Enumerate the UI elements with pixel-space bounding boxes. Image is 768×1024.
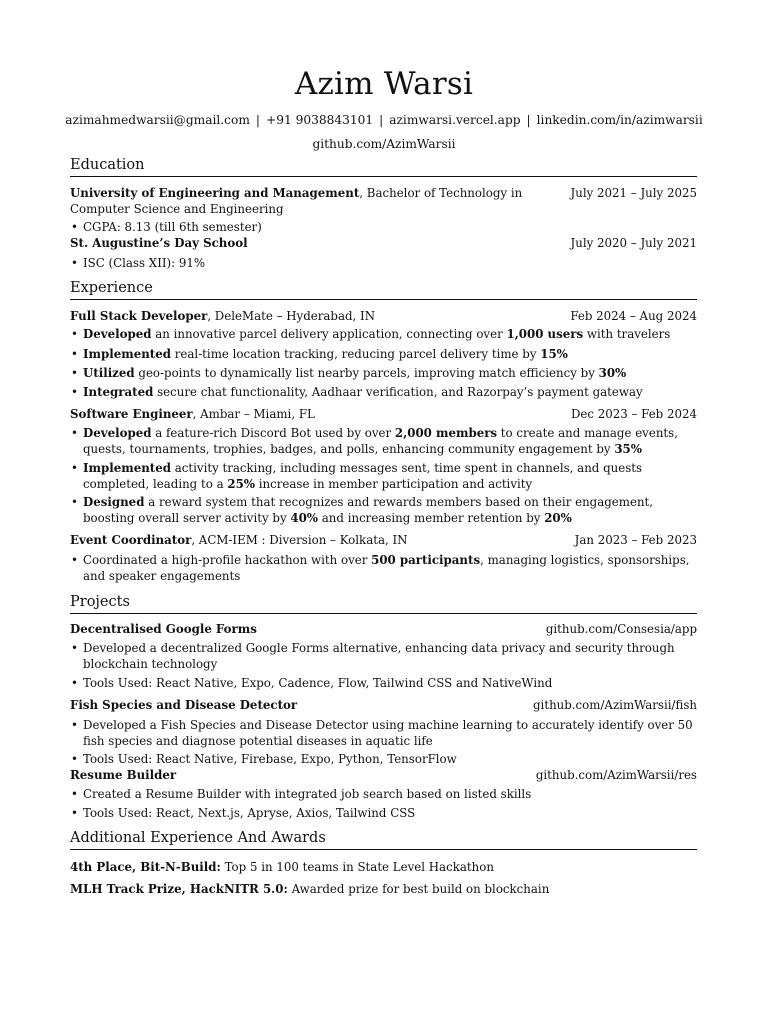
section-title-education: Education (70, 157, 697, 177)
bullet-item: • Integrated secure chat functionality, Aadhaar verification, and Razorpay’s payment gateway (70, 384, 697, 400)
job-role: Full Stack Developer (70, 309, 208, 323)
project-link[interactable]: github.com/Consesia/app (545, 622, 697, 636)
section-title-awards: Additional Experience And Awards (70, 830, 697, 850)
bullet-item: • Developed a feature-rich Discord Bot used by over 2,000 members to create and manage events, quests, tournaments, trophies, badges, and polls, enhancing community engagement by 35% (70, 425, 697, 457)
project-name: Decentralised Google Forms (70, 622, 257, 636)
award-item: 4th Place, Bit-N-Build: Top 5 in 100 teams in State Level Hackathon (70, 860, 494, 874)
separator: | (526, 113, 531, 127)
awards-section (70, 830, 697, 900)
education-entry (70, 235, 697, 251)
contact-line (0, 113, 768, 127)
bullet-item: • CGPA: 8.13 (till 6th semester) (70, 219, 697, 235)
date-range: July 2021 – July 2025 (570, 186, 697, 200)
degree-text: , Bachelor of Technology in Computer Science and Engineering (70, 186, 523, 216)
education-section (70, 157, 697, 277)
date-range: Feb 2024 – Aug 2024 (570, 309, 697, 323)
website-link[interactable]: azimwarsi.vercel.app (389, 113, 521, 127)
bullet-item: • Tools Used: React Native, Firebase, Expo, Python, TensorFlow (70, 751, 697, 767)
institution-name: St. Augustine’s Day School (70, 236, 248, 250)
phone-number: +91 9038843101 (266, 113, 374, 127)
job-entry (70, 406, 697, 422)
bullet-item: • Developed an innovative parcel delivery application, connecting over 1,000 users with travelers (70, 326, 697, 342)
bullet-item: • ISC (Class XII): 91% (70, 255, 697, 271)
linkedin-link[interactable]: linkedin.com/in/azimwarsii (536, 113, 703, 127)
bullet-item: • Implemented real-time location tracking, reducing parcel delivery time by 15% (70, 346, 697, 362)
job-entry (70, 532, 697, 548)
job-org: , DeleMate – Hyderabad, IN (207, 309, 376, 323)
bullet-item: • Designed a reward system that recognizes and rewards members based on their engagement, boosting overall server activity by 40% and increasing member retention by 20% (70, 494, 697, 526)
award-item: MLH Track Prize, HackNITR 5.0: Awarded prize for best build on blockchain (70, 882, 550, 896)
experience-section (70, 280, 697, 590)
bullet-item: • Utilized geo-points to dynamically list nearby parcels, improving match efficiency by 30% (70, 365, 697, 381)
project-name: Fish Species and Disease Detector (70, 698, 298, 712)
project-entry (70, 697, 697, 713)
bullet-item: • Tools Used: React, Next.js, Apryse, Axios, Tailwind CSS (70, 805, 697, 821)
project-entry (70, 621, 697, 637)
email-link[interactable]: azimahmedwarsii@gmail.com (65, 113, 250, 127)
candidate-name: Azim Warsi (294, 66, 474, 102)
section-title-projects: Projects (70, 594, 697, 614)
institution-name: University of Engineering and Management (70, 186, 360, 200)
projects-section (70, 594, 697, 824)
section-title-experience: Experience (70, 280, 697, 300)
bullet-item: • Implemented activity tracking, including messages sent, time spent in channels, and quests completed, leading to a 25% increase in member participation and activity (70, 460, 697, 492)
separator: | (379, 113, 384, 127)
date-range: Dec 2023 – Feb 2024 (570, 407, 697, 421)
date-range: July 2020 – July 2021 (570, 236, 697, 250)
bullet-item: • Developed a Fish Species and Disease Detector using machine learning to accurately identify over 50 fish species and diagnose potential diseases in aquatic life (70, 717, 697, 749)
date-range: Jan 2023 – Feb 2023 (574, 533, 697, 547)
separator: | (255, 113, 260, 127)
contact-line (0, 137, 768, 151)
bullet-item: • Tools Used: React Native, Expo, Cadence, Flow, Tailwind CSS and NativeWind (70, 675, 697, 691)
job-org: , Ambar – Miami, FL (192, 407, 315, 421)
project-entry (70, 767, 697, 783)
bullet-item: • Developed a decentralized Google Forms alternative, enhancing data privacy and security through blockchain technology (70, 640, 697, 672)
project-link[interactable]: github.com/AzimWarsii/fish (533, 698, 697, 712)
github-link[interactable]: github.com/AzimWarsii (312, 137, 456, 151)
job-org: , ACM-IEM : Diversion – Kolkata, IN (191, 533, 408, 547)
project-link[interactable]: github.com/AzimWarsii/res (535, 768, 697, 782)
project-name: Resume Builder (70, 768, 177, 782)
job-role: Software Engineer (70, 407, 193, 421)
bullet-item: • Coordinated a high-profile hackathon with over 500 participants, managing logistics, sponsorships, and speaker engagements (70, 552, 697, 584)
education-entry (70, 185, 697, 217)
bullet-item: • Created a Resume Builder with integrated job search based on listed skills (70, 786, 697, 802)
job-entry (70, 308, 697, 324)
job-role: Event Coordinator (70, 533, 192, 547)
